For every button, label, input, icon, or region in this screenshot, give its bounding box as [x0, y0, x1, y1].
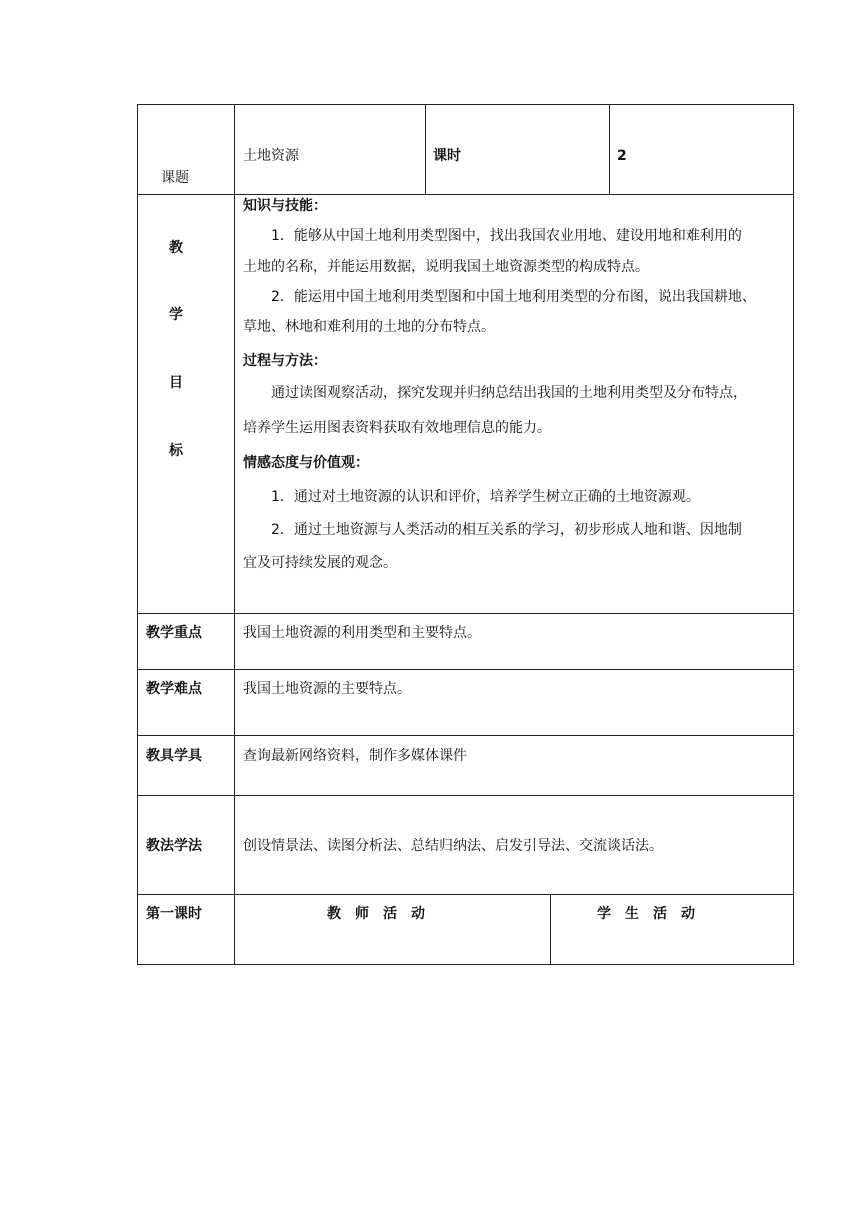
- knowledge-item-2-line-1: 2．能运用中国土地利用类型图和中国土地利用类型的分布图，说出我国耕地、: [271, 289, 756, 305]
- difficulties-label: 教学难点: [146, 681, 202, 697]
- table-border-right: [793, 104, 794, 965]
- table-border-top: [137, 104, 794, 105]
- table-border-bottom: [137, 964, 794, 965]
- methods-label: 教法学法: [146, 838, 202, 854]
- difficulties-value: 我国土地资源的主要特点。: [243, 681, 411, 697]
- table-column-divider: [609, 104, 610, 195]
- topic-value: 土地资源: [243, 148, 299, 164]
- table-column-divider: [550, 894, 551, 965]
- key-points-label: 教学重点: [146, 625, 202, 641]
- objectives-label-char: 教: [169, 240, 183, 256]
- period-label: 第一课时: [146, 906, 202, 922]
- knowledge-item-2-line-2: 草地、林地和难利用的土地的分布特点。: [243, 319, 495, 335]
- process-line-2: 培养学生运用图表资料获取有效地理信息的能力。: [243, 420, 551, 436]
- objectives-label-char: 目: [169, 375, 183, 391]
- teacher-activity-heading: 教 师 活 动: [327, 906, 425, 922]
- table-column-divider: [234, 104, 235, 965]
- methods-value: 创设情景法、读图分析法、总结归纳法、启发引导法、交流谈话法。: [243, 838, 663, 854]
- attitude-item-2-line-2: 宜及可持续发展的观念。: [243, 555, 397, 571]
- periods-label: 课时: [433, 148, 461, 164]
- attitude-item-2-line-1: 2．通过土地资源与人类活动的相互关系的学习，初步形成人地和谐、因地制: [271, 522, 742, 538]
- objectives-label-char: 学: [169, 307, 183, 323]
- table-row-divider: [137, 194, 794, 195]
- tools-value: 查询最新网络资料，制作多媒体课件: [243, 748, 467, 764]
- knowledge-heading: 知识与技能：: [243, 198, 327, 214]
- student-activity-heading: 学 生 活 动: [597, 906, 695, 922]
- knowledge-item-1-line-2: 土地的名称，并能运用数据，说明我国土地资源类型的构成特点。: [243, 259, 649, 275]
- table-border-left: [137, 104, 138, 965]
- process-heading: 过程与方法：: [243, 353, 327, 369]
- table-row-divider: [137, 669, 794, 670]
- attitude-item-1: 1．通过对土地资源的认识和评价，培养学生树立正确的土地资源观。: [271, 489, 700, 505]
- topic-label: 课题: [161, 170, 189, 186]
- knowledge-item-1-line-1: 1．能够从中国土地利用类型图中，找出我国农业用地、建设用地和难利用的: [271, 228, 742, 244]
- table-row-divider: [137, 613, 794, 614]
- objectives-label-char: 标: [169, 443, 183, 459]
- table-row-divider: [137, 894, 794, 895]
- process-line-1: 通过读图观察活动，探究发现并归纳总结出我国的土地利用类型及分布特点，: [271, 385, 747, 401]
- tools-label: 教具学具: [146, 748, 202, 764]
- table-row-divider: [137, 795, 794, 796]
- periods-value: 2: [617, 148, 627, 164]
- table-column-divider: [425, 104, 426, 195]
- table-row-divider: [137, 735, 794, 736]
- key-points-value: 我国土地资源的利用类型和主要特点。: [243, 625, 481, 641]
- attitude-heading: 情感态度与价值观：: [243, 455, 369, 471]
